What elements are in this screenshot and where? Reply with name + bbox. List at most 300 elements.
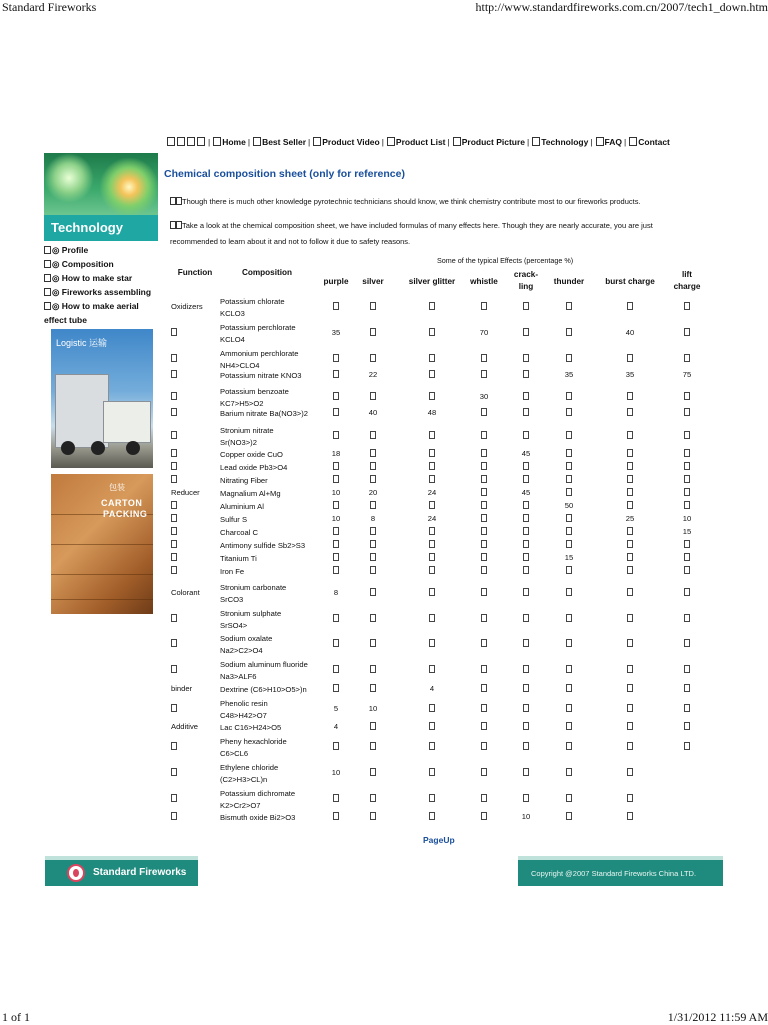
cell-value [554,527,584,536]
cell-value [321,742,351,751]
cell-function [171,462,177,471]
sidebar-item-profile[interactable] [44,243,160,257]
cell-value [358,742,388,751]
cell-value [469,722,499,731]
cell-value [615,665,645,674]
cell-value [554,328,584,337]
cell-value: 18 [321,449,351,458]
cell-value [615,639,645,648]
cell-value [321,370,351,379]
truck-cab [103,401,151,443]
cell-value [554,431,584,440]
cell-value [417,449,447,458]
col-header-effect: silver [358,276,388,288]
cell-value: 10 [358,704,388,713]
cell-value: 35 [321,328,351,337]
cell-value [358,812,388,821]
cell-value [672,302,702,311]
cell-function [171,794,177,803]
cell-value [672,475,702,484]
cell-value [672,553,702,562]
cell-value [358,768,388,777]
intro-paragraph-1: Though there is much other knowledge pyrotechnic technicians should know, we think chemistry contribute most to our fireworks products. [170,197,641,206]
cell-value [615,540,645,549]
cell-value [554,639,584,648]
cell-value [615,501,645,510]
cell-value [672,501,702,510]
sidebar-item-label: Fireworks assembling [62,287,151,297]
truck-wheel [61,441,75,455]
cell-value [511,639,541,648]
bullet-icon [44,274,51,282]
col-header-effect: silver glitter [407,276,457,288]
circle-bullet-icon: ◎ [52,259,62,269]
nav-separator: | [590,137,592,147]
nav-separator: | [248,137,250,147]
cell-value [554,614,584,623]
nav-glyph-icon [629,137,637,146]
nav-item-technology[interactable]: Technology [541,137,588,147]
cell-value [417,354,447,363]
cell-value [417,302,447,311]
bullet-icon [44,302,51,310]
cell-value [554,514,584,523]
sidebar-item-how-to-make-aerial-effect-tube[interactable] [44,299,160,327]
cell-value [554,684,584,693]
sidebar-item-label: How to make aerial effect tube [44,301,139,325]
cell-value [511,514,541,523]
cell-value [554,566,584,575]
cell-value [615,588,645,597]
sidebar-item-fireworks-assembling[interactable] [44,285,160,299]
cell-composition: Potassium nitrate KNO3 [220,370,324,382]
company-emblem-icon [67,864,85,882]
sidebar-item-composition[interactable] [44,257,160,271]
table-caption: Some of the typical Effects (percentage %) [437,256,573,265]
cell-value [469,665,499,674]
cell-value [672,684,702,693]
cell-value [469,431,499,440]
print-footer-page: 1 of 1 [2,1010,30,1025]
cell-function [171,370,177,379]
cell-value [358,794,388,803]
cell-function [171,768,177,777]
cell-value [511,527,541,536]
cell-value [469,514,499,523]
carton-label-1: CARTON [101,498,142,508]
cell-value [417,392,447,401]
truck-wheel [126,441,140,455]
cell-value: 24 [417,488,447,497]
cell-value [615,431,645,440]
cell-value [554,742,584,751]
cell-composition: Barium nitrate Ba(NO3>)2 [220,408,324,420]
cell-value [321,614,351,623]
cell-value: 22 [358,370,388,379]
cell-value: 20 [358,488,388,497]
cell-value [554,462,584,471]
cell-value: 45 [511,449,541,458]
cell-value [417,768,447,777]
cell-value [615,449,645,458]
cell-value [511,742,541,751]
cell-value [554,794,584,803]
cell-composition: Lac C16>H24>O5 [220,722,324,734]
cell-value [469,408,499,417]
carton-label-cn: 包装 [109,482,125,493]
col-header-effect: whistle [469,276,499,288]
cell-value [554,488,584,497]
cell-value [554,449,584,458]
cell-value [672,722,702,731]
cell-value [672,566,702,575]
col-header-effect: lift charge [672,269,702,293]
cell-value [321,639,351,648]
cell-function [171,501,177,510]
cell-composition: Ammonium perchlorate NH4>CLO4 [220,348,324,372]
cell-value [511,392,541,401]
col-header-effect: thunder [552,276,586,288]
sidebar-item-label: How to make star [62,273,132,283]
cell-function [171,639,177,648]
cell-value [511,566,541,575]
cell-composition: Ethylene chloride (C2>H3>CL)n [220,762,324,786]
cell-value [417,794,447,803]
technology-banner [44,153,158,241]
nav-separator: | [382,137,384,147]
cell-function [171,742,177,751]
cell-function [171,328,177,337]
nav-item-home[interactable]: Home [222,137,246,147]
sidebar-item-label: Composition [62,259,114,269]
sidebar-item-how-to-make-star[interactable] [44,271,160,285]
cell-value [358,722,388,731]
cell-value [511,794,541,803]
print-header-title: Standard Fireworks [2,0,96,15]
cell-value [469,639,499,648]
nav-separator: | [527,137,529,147]
cell-value [321,501,351,510]
cell-value: 45 [511,488,541,497]
cell-value [554,302,584,311]
side-nav [44,243,160,327]
cell-value [321,431,351,440]
nav-leading-glyphs [166,137,206,147]
cell-value [511,475,541,484]
truck-wheel [91,441,105,455]
cell-value [615,553,645,562]
nav-separator: | [624,137,626,147]
cell-value [321,684,351,693]
cell-function [171,812,177,821]
nav-item-product-picture[interactable]: Product Picture [462,137,525,147]
cell-composition: Charcoal C [220,527,324,539]
nav-item-best-seller[interactable]: Best Seller [262,137,306,147]
cell-value [672,449,702,458]
cell-value [469,768,499,777]
firework-burst-image [99,157,158,217]
cell-value [672,462,702,471]
cell-value [554,588,584,597]
cell-value [469,704,499,713]
cell-value [469,553,499,562]
cell-value: 5 [321,704,351,713]
cell-function [171,431,177,440]
cell-value [672,540,702,549]
cell-value [358,540,388,549]
cell-value [469,540,499,549]
cell-value [672,354,702,363]
cell-value: 15 [672,527,702,536]
cell-value [469,488,499,497]
cell-value [672,704,702,713]
cell-value [417,704,447,713]
cell-composition: Potassium dichromate K2>Cr2>O7 [220,788,324,812]
cell-composition: Pheny hexachloride C6>CL6 [220,736,324,760]
nav-glyph-icon [253,137,261,146]
nav-glyph-icon [313,137,321,146]
cell-composition: Stronium nitrate Sr(NO3>)2 [220,425,324,449]
cell-function: Additive [171,722,198,731]
sidebar-item-label: Profile [62,245,88,255]
cell-value [615,794,645,803]
circle-bullet-icon: ◎ [52,301,62,311]
cell-value [615,566,645,575]
cell-value [511,588,541,597]
logistic-image[interactable] [51,329,153,468]
cell-composition: Antimony sulfide Sb2>S3 [220,540,324,552]
cell-value [417,722,447,731]
cell-value: 15 [554,553,584,562]
cell-value [358,302,388,311]
cell-function [171,704,177,713]
cell-value [358,475,388,484]
cell-value [469,449,499,458]
nav-separator: | [308,137,310,147]
cell-value [554,722,584,731]
cell-value [469,684,499,693]
cell-value [321,812,351,821]
cell-composition: Phenolic resin C48>H42>O7 [220,698,324,722]
cell-composition: Potassium benzoate KC7>H5>O2 [220,386,324,410]
cell-value [358,527,388,536]
cell-value [321,566,351,575]
cell-value [417,812,447,821]
cell-function [171,614,177,623]
cell-value [554,354,584,363]
cell-value [321,475,351,484]
cell-composition: Sodium oxalate Na2>C2>O4 [220,633,324,657]
cell-value [469,462,499,471]
cell-value [417,475,447,484]
cell-value [672,614,702,623]
cell-value [511,722,541,731]
cell-value: 70 [469,328,499,337]
cell-function [171,566,177,575]
cell-composition: Stronium sulphate SrSO4> [220,608,324,632]
cell-value [469,588,499,597]
cell-value [358,588,388,597]
cell-value [615,812,645,821]
nav-item-product-video[interactable]: Product Video [322,137,379,147]
cell-value: 10 [321,768,351,777]
cell-composition: Potassium chlorate KCLO3 [220,296,324,320]
cell-value [321,794,351,803]
cell-value [469,566,499,575]
copyright-banner [518,856,723,886]
cell-function [171,475,177,484]
cell-value [358,566,388,575]
cell-value [615,742,645,751]
cell-function: Oxidizers [171,302,203,311]
cell-composition: Stronium carbonate SrCO3 [220,582,324,606]
cell-value [615,614,645,623]
cell-value: 10 [321,488,351,497]
cell-value: 8 [321,588,351,597]
circle-bullet-icon: ◎ [52,287,62,297]
cell-value [469,614,499,623]
cell-composition: Lead oxide Pb3>O4 [220,462,324,474]
cell-value [672,488,702,497]
nav-item-product-list[interactable]: Product List [396,137,446,147]
cell-function [171,553,177,562]
cell-value: 48 [417,408,447,417]
bullet-icon [44,260,51,268]
cell-value [321,462,351,471]
intro-paragraph-2: Take a look at the chemical composition sheet, we have included formulas of many effects here. Though they are nearly accurate, you are just recommended to learn about it and not to follow it due to safety reasons. [170,218,700,250]
cell-value [511,302,541,311]
firework-burst-image [44,153,94,203]
carton-packing-image[interactable] [51,474,153,614]
cell-value [321,302,351,311]
cell-value: 50 [554,501,584,510]
cell-value [358,553,388,562]
cell-function: binder [171,684,192,693]
cell-value [469,475,499,484]
cell-value [511,431,541,440]
cell-value [469,501,499,510]
cell-value [321,354,351,363]
nav-separator: | [208,137,210,147]
cell-value [358,639,388,648]
cell-value [615,392,645,401]
cell-value [358,462,388,471]
cell-value [417,540,447,549]
cell-value [358,449,388,458]
cell-value [321,392,351,401]
nav-item-faq[interactable]: FAQ [605,137,622,147]
cell-value [615,354,645,363]
footer-logo[interactable] [45,856,198,886]
cell-composition: Sodium aluminum fluoride Na3>ALF6 [220,659,324,683]
cell-value [511,370,541,379]
cell-value [615,408,645,417]
circle-bullet-icon: ◎ [52,245,62,255]
cell-value [511,553,541,562]
cell-value [358,392,388,401]
cell-value: 10 [672,514,702,523]
cell-composition: Aluminium Al [220,501,324,513]
cell-composition: Potassium perchlorate KCLO4 [220,322,324,346]
cell-value [554,475,584,484]
cell-composition: Bismuth oxide Bi2>O3 [220,812,324,824]
cell-value [511,354,541,363]
cell-value [358,614,388,623]
cell-function [171,408,177,417]
cell-value [511,684,541,693]
cell-value [469,370,499,379]
cell-value: 4 [417,684,447,693]
cell-function: Reducer [171,488,200,497]
col-header-effect: crack- ling [511,269,541,293]
cell-function [171,392,177,401]
nav-glyph-icon [453,137,461,146]
cell-value [417,553,447,562]
cell-value: 40 [358,408,388,417]
cell-value [615,527,645,536]
nav-glyph-icon [387,137,395,146]
nav-glyph-icon [532,137,540,146]
cell-composition: Titanium Ti [220,553,324,565]
cell-value [511,665,541,674]
cell-composition: Magnalium Al+Mg [220,488,324,500]
cell-value [511,462,541,471]
cell-value [615,768,645,777]
cell-function [171,449,177,458]
cell-value [469,812,499,821]
nav-glyph-icon [213,137,221,146]
cell-value [672,639,702,648]
cell-value [417,639,447,648]
cell-value [321,540,351,549]
cell-value [321,665,351,674]
logistic-label: Logistic 运输 [56,336,107,349]
nav-separator: | [448,137,450,147]
bullet-icon [44,246,51,254]
cell-value: 35 [615,370,645,379]
cell-value [417,588,447,597]
nav-item-contact[interactable]: Contact [638,137,670,147]
cell-value [417,527,447,536]
cell-value [554,768,584,777]
cell-value [554,665,584,674]
cell-value: 24 [417,514,447,523]
cell-value [672,588,702,597]
cell-value: 35 [554,370,584,379]
page-up-link[interactable]: PageUp [423,835,455,845]
cell-value [511,540,541,549]
cell-value [672,408,702,417]
cell-function: Colorant [171,588,200,597]
cell-value [511,704,541,713]
page-title: Chemical composition sheet (only for reference) [164,168,405,180]
copyright-text: Copyright @2007 Standard Fireworks China LTD. [531,869,696,878]
cell-composition: Copper oxide CuO [220,449,324,461]
cell-value [615,704,645,713]
cell-function [171,665,177,674]
print-header-url: http://www.standardfireworks.com.cn/2007/tech1_down.htm [476,0,768,15]
cell-value [469,742,499,751]
cell-value [511,328,541,337]
cell-value: 8 [358,514,388,523]
col-header-composition: Composition [232,267,302,279]
cell-value [417,614,447,623]
cell-value [615,684,645,693]
cell-value [672,431,702,440]
cell-value [554,540,584,549]
cell-value: 75 [672,370,702,379]
cell-value [321,527,351,536]
